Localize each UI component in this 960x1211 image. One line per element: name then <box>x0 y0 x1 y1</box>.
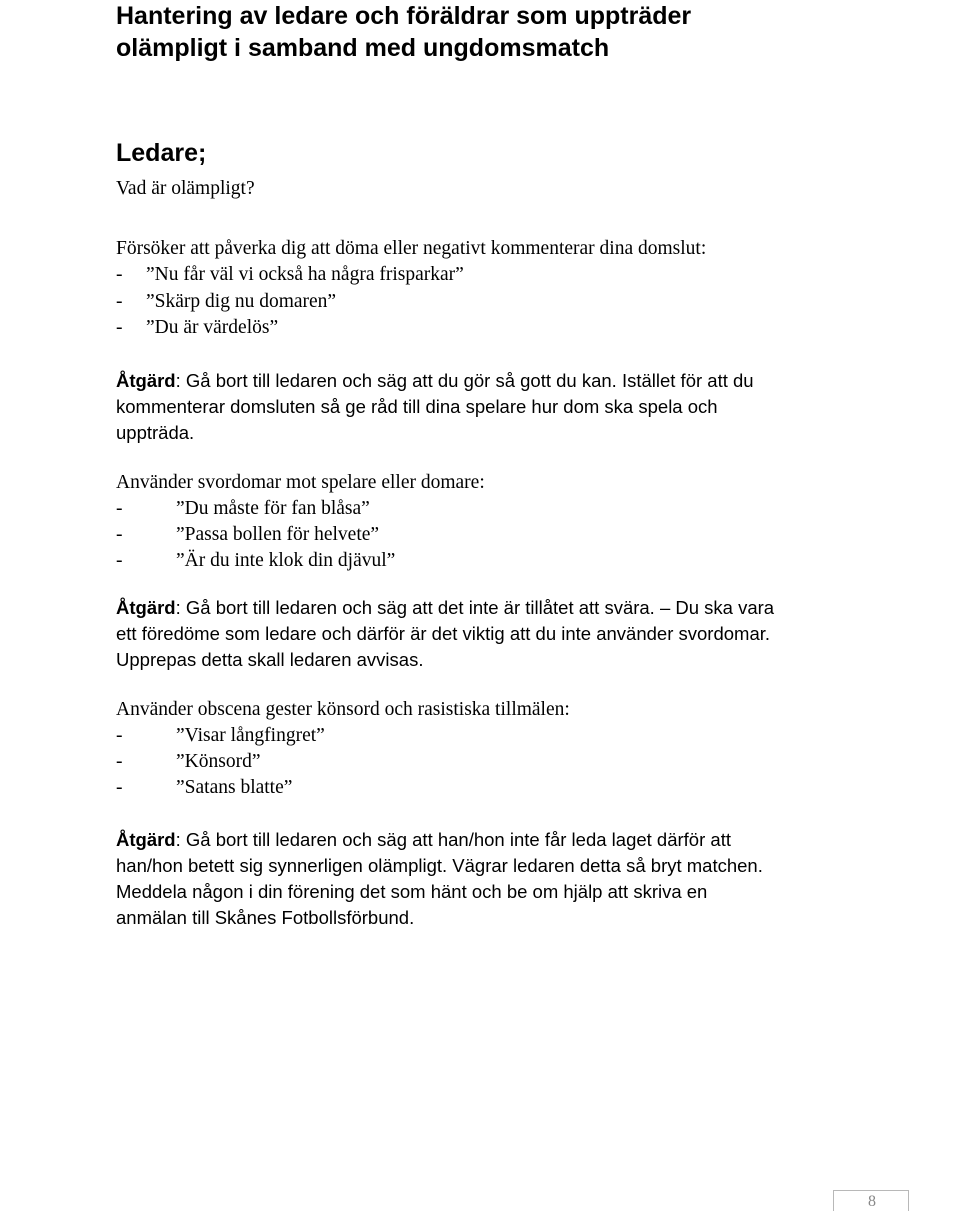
list-dash: - <box>116 751 123 772</box>
block2-list-item <box>116 522 379 548</box>
block1-action-line <box>116 368 754 394</box>
block1-intro: Försöker att påverka dig att döma eller negativt kommenterar dina domslut: <box>116 238 707 259</box>
block1-action-text-2: kommenterar domsluten så ge råd till dina spelare hur dom ska spela och <box>116 396 718 417</box>
list-dash: - <box>116 264 123 285</box>
block2-item-2: ”Passa bollen för helvete” <box>176 524 380 545</box>
document-title-line-1: Hantering av ledare och föräldrar som uppträder <box>116 2 692 30</box>
block3-item-2: ”Könsord” <box>176 751 261 772</box>
block2-action-text-3: Upprepas detta skall ledaren avvisas. <box>116 649 424 670</box>
block1-item-3: ”Du är värdelös” <box>146 317 279 338</box>
block2-action-text-1: : Gå bort till ledaren och säg att det inte är tillåtet att svära. – Du ska vara <box>175 597 775 618</box>
block1-item-1: ”Nu får väl vi också ha några frisparkar” <box>146 264 464 285</box>
block3-action-text-4: anmälan till Skånes Fotbollsförbund. <box>116 907 415 928</box>
document-title-line-2: olämpligt i samband med ungdomsmatch <box>116 34 610 62</box>
block2-action-text-2: ett föredöme som ledare och därför är det viktig att du inte använder svordomar. <box>116 623 771 644</box>
list-dash: - <box>116 498 123 519</box>
block1-list-item <box>116 262 464 288</box>
list-dash: - <box>116 777 123 798</box>
block3-item-1: ”Visar långfingret” <box>176 725 325 746</box>
block3-action-label: Åtgärd <box>116 829 176 850</box>
block3-action-text-3: Meddela någon i din förening det som hänt och be om hjälp att skriva en <box>116 881 708 902</box>
page-number-box <box>833 1190 909 1211</box>
list-dash: - <box>116 725 123 746</box>
block1-action-label: Åtgärd <box>116 370 176 391</box>
page-number: 8 <box>868 1193 876 1210</box>
section-heading: Ledare; <box>116 139 207 167</box>
block3-list-item <box>116 749 260 775</box>
block3-action-line <box>116 827 731 853</box>
block3-list-item <box>116 723 325 749</box>
block2-item-3: ”Är du inte klok din djävul” <box>176 550 396 571</box>
block2-list-item <box>116 548 395 574</box>
block1-action-text-1: : Gå bort till ledaren och säg att du gör så gott du kan. Istället för att du <box>175 370 754 391</box>
block1-list-item <box>116 289 336 315</box>
block3-action-text-1: : Gå bort till ledaren och säg att han/hon inte får leda laget därför att <box>175 829 731 850</box>
block2-item-1: ”Du måste för fan blåsa” <box>176 498 370 519</box>
question-text: Vad är olämpligt? <box>116 178 255 199</box>
block3-intro: Använder obscena gester könsord och rasistiska tillmälen: <box>116 699 570 720</box>
list-dash: - <box>116 317 123 338</box>
block1-item-2: ”Skärp dig nu domaren” <box>146 291 337 312</box>
list-dash: - <box>116 550 123 571</box>
block3-item-3: ”Satans blatte” <box>176 777 293 798</box>
document-title <box>116 0 916 64</box>
block2-action-line <box>116 595 774 621</box>
block1-list-item <box>116 315 278 341</box>
block2-action-label: Åtgärd <box>116 597 176 618</box>
block2-list-item <box>116 496 370 522</box>
block1-action-text-3: uppträda. <box>116 422 195 443</box>
list-dash: - <box>116 524 123 545</box>
block3-action-text-2: han/hon betett sig synnerligen olämpligt. Vägrar ledaren detta så bryt matchen. <box>116 855 763 876</box>
block3-list-item <box>116 775 292 801</box>
list-dash: - <box>116 291 123 312</box>
block2-intro: Använder svordomar mot spelare eller domare: <box>116 472 485 493</box>
